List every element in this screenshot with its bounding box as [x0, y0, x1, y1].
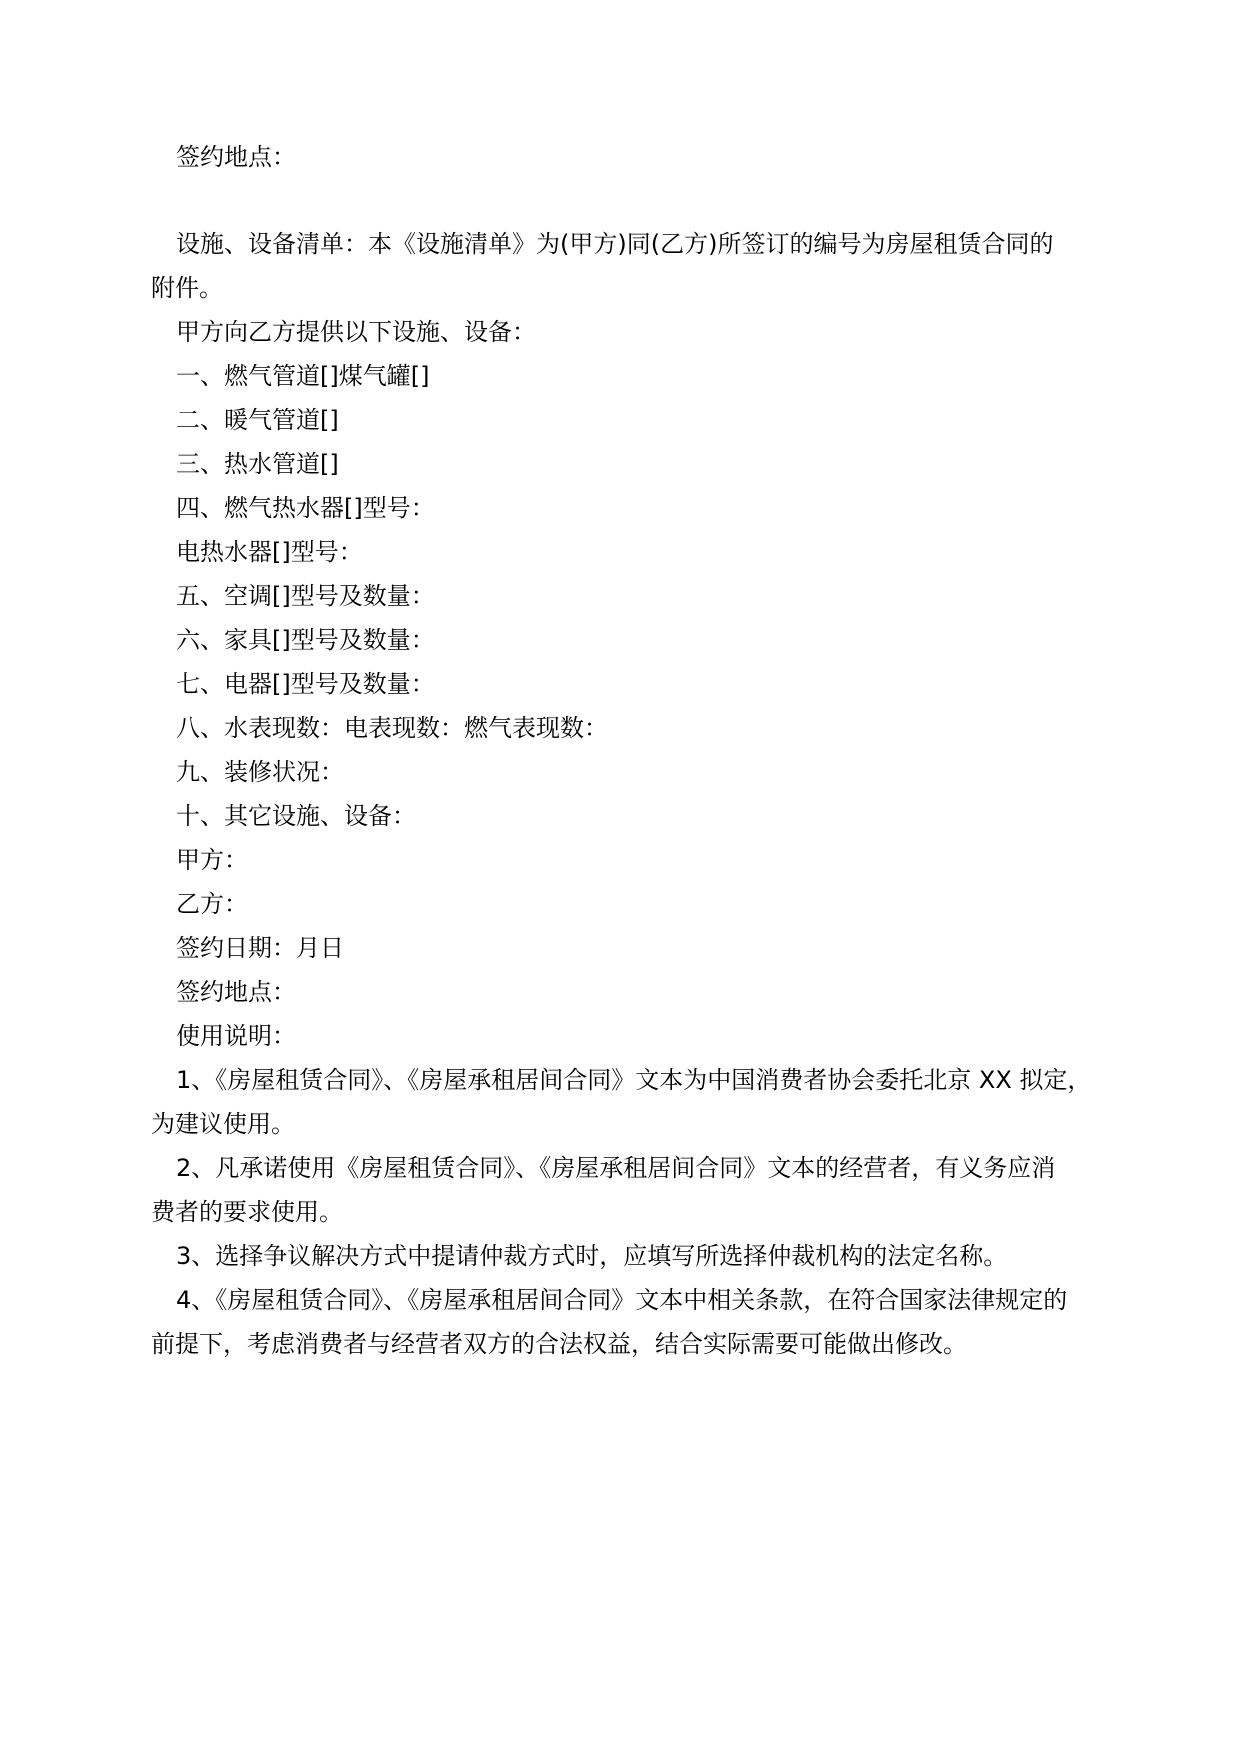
item-hot-water-pipeline: 三、热水管道[]: [176, 450, 339, 478]
item-heating-pipeline: 二、暖气管道[]: [176, 406, 339, 434]
facility-list-intro-line-2: 附件。: [151, 274, 223, 302]
item-electric-water-heater: 电热水器[]型号：: [176, 538, 363, 566]
instruction-2-line-1: 2、凡承诺使用《房屋租赁合同》、《房屋承租居间合同》文本的经营者，有义务应消: [176, 1154, 1056, 1182]
instruction-4-line-1: 4、《房屋租赁合同》、《房屋承租居间合同》文本中相关条款，在符合国家法律规定的: [176, 1286, 1068, 1314]
signing-location-line: 签约地点：: [176, 143, 296, 171]
signing-location-line-2: 签约地点：: [176, 978, 296, 1006]
item-meter-readings: 八、水表现数：电表现数：燃气表现数：: [176, 714, 608, 742]
instruction-1-line-2: 为建议使用。: [151, 1110, 295, 1138]
item-gas-water-heater: 四、燃气热水器[]型号：: [176, 494, 435, 522]
instruction-4-line-2: 前提下，考虑消费者与经营者双方的合法权益，结合实际需要可能做出修改。: [151, 1330, 967, 1358]
item-decoration-status: 九、装修状况：: [176, 758, 344, 786]
item-other-facilities: 十、其它设施、设备：: [176, 802, 416, 830]
item-air-conditioner: 五、空调[]型号及数量：: [176, 582, 435, 610]
instruction-3: 3、选择争议解决方式中提请仲裁方式时，应填写所选择仲裁机构的法定名称。: [176, 1242, 1008, 1270]
party-a-line: 甲方：: [176, 846, 248, 874]
item-furniture: 六、家具[]型号及数量：: [176, 626, 435, 654]
instruction-1-line-1: 1、《房屋租赁合同》、《房屋承租居间合同》文本为中国消费者协会委托北京 XX 拟定，: [176, 1066, 1092, 1094]
facility-list-intro-line-1: 设施、设备清单：本《设施清单》为(甲方)同(乙方)所签订的编号为房屋租赁合同的: [176, 230, 1054, 258]
signing-date-line: 签约日期：月日: [176, 934, 344, 962]
party-b-line: 乙方：: [176, 890, 248, 918]
item-appliances: 七、电器[]型号及数量：: [176, 670, 435, 698]
usage-instructions-heading: 使用说明：: [176, 1022, 296, 1050]
facility-provision-heading: 甲方向乙方提供以下设施、设备：: [176, 318, 536, 346]
item-gas-pipeline: 一、燃气管道[]煤气罐[]: [176, 362, 430, 390]
instruction-2-line-2: 费者的要求使用。: [151, 1198, 343, 1226]
